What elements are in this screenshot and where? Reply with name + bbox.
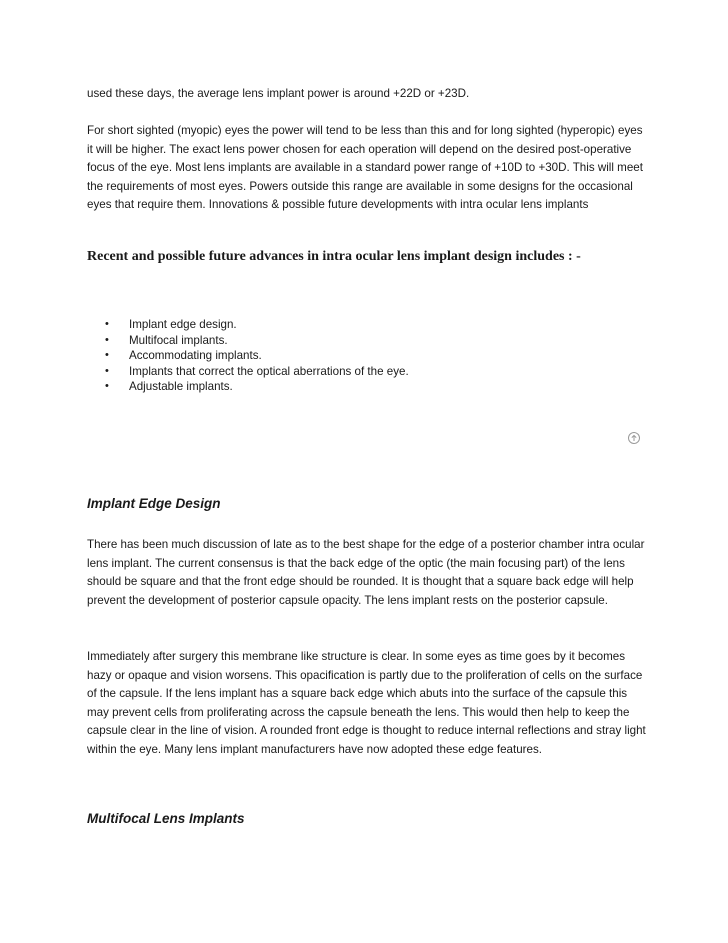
paragraph-capsule-opacity: Immediately after surgery this membrane like structure is clear. In some eyes as time goes by it becomes hazy or opaque and vision worsens. This opacification is partly due to the proliferation of cells on the surface of the capsule. If the lens implant has a square back edge which abuts into the surface of the capsule this may prevent cells from proliferating across the capsule beneath the lens. This would then help to keep the capsule clear in the line of vision. A rounded front edge is thought to reduce internal reflections and stray light within the eye. Many lens implant manufacturers have now adopted these edge features.	[87, 650, 646, 756]
heading-recent-advances: Recent and possible future advances in intra ocular lens implant design includes : -	[87, 249, 581, 264]
advances-bullet-list	[87, 317, 647, 395]
paragraph-lens-power-intro: used these days, the average lens implant power is around +22D or +23D.	[87, 87, 470, 100]
list-item-text: Accommodating implants.	[129, 349, 262, 362]
list-item	[87, 317, 647, 333]
list-item-text: Implants that correct the optical aberrations of the eye.	[129, 364, 409, 378]
bullet-icon: •	[105, 380, 109, 392]
list-item-text: Implant edge design.	[129, 318, 237, 331]
bullet-icon: •	[105, 349, 109, 361]
list-item-text: Adjustable implants.	[129, 380, 233, 393]
heading-multifocal-lens-implants: Multifocal Lens Implants	[87, 811, 245, 826]
bullet-icon: •	[105, 364, 109, 377]
up-arrow-icon	[630, 434, 638, 442]
list-item-text: Multifocal implants.	[129, 333, 228, 347]
bullet-icon: •	[105, 318, 109, 330]
heading-implant-edge-design: Implant Edge Design	[87, 496, 221, 511]
bullet-icon: •	[105, 333, 109, 346]
scroll-to-top-icon[interactable]	[628, 432, 640, 444]
list-item	[87, 348, 647, 364]
paragraph-edge-shape: There has been much discussion of late as to the best shape for the edge of a posterior chamber intra ocular lens implant. The current consensus is that the back edge of the optic (the main focusing part) of the lens should be square and that the front edge should be rounded. It is thought that a square back edge will help prevent the development of posterior capsule opacity. The lens implant rests on the posterior capsule.	[87, 538, 645, 607]
list-item	[87, 379, 647, 395]
list-item	[87, 364, 647, 380]
paragraph-myopic-hyperopic: For short sighted (myopic) eyes the power will tend to be less than this and for long sighted (hyperopic) eyes it will be higher. The exact lens power chosen for each operation will depend on the desired post-operative focus of the eye. Most lens implants are available in a standard power range of +10D to +30D. This will meet the requirements of most eyes. Powers outside this range are available in some designs for the occasional eyes that require them. Innovations & possible future developments with intra ocular lens implants	[87, 124, 643, 212]
list-item	[87, 333, 647, 349]
